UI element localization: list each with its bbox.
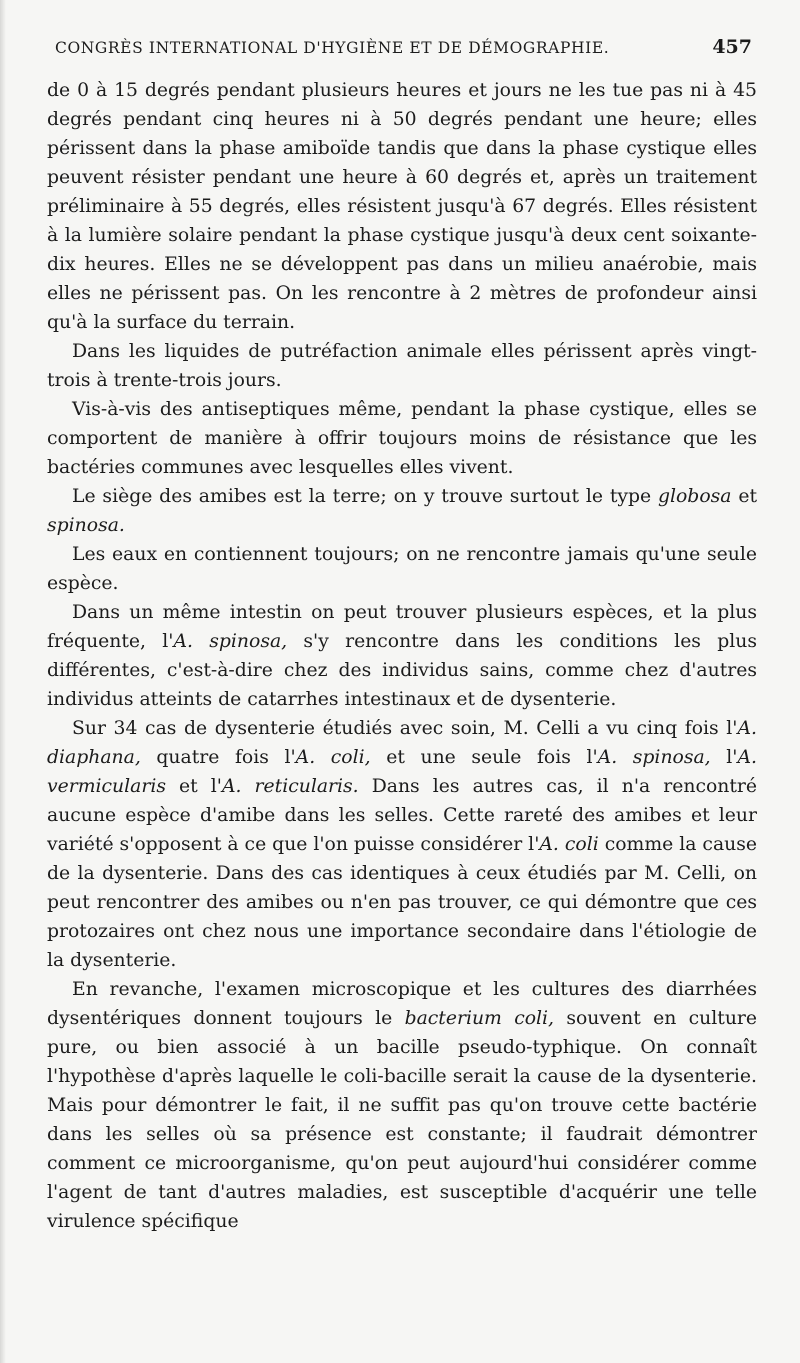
paragraph <box>47 598 757 714</box>
text-run: souvent en culture pure, ou bien associé à un bacille pseudo-typhique. On connaît l'hypothèse d'après laquelle le coli-bacille serait la cause de la dysenterie. Mais pour démontrer le fait, il ne suffit pas qu'on trouve cette bactérie dans les selles où sa présence est constante; il faudrait démontrer comment ce microorganisme, qu'on peut aujourd'hui considérer comme l'agent de tant d'autres maladies, est susceptible d'acquérir une telle virulence spécifique <box>47 1008 758 1232</box>
italic-text: globosa <box>657 486 732 507</box>
italic-text: bacterium coli, <box>404 1008 555 1029</box>
italic-text: A. reticularis. <box>221 776 359 797</box>
paragraph <box>47 482 757 540</box>
text-run: Dans un même intestin on peut trouver plusieurs espèces, et la plus fréquente, l' <box>47 602 757 652</box>
text-run: comme la cause de la dysenterie. Dans des cas identiques à ceux étudiés par M. Celli, on peut rencontrer des amibes ou n'en pas trouver, ce qui démontre que ces protozaires ont chez nous une importance secondaire dans l'étiologie de la dysenterie. <box>47 834 757 971</box>
text-run: l' <box>710 747 738 768</box>
text-run: Vis-à-vis des antiseptiques même, pendant la phase cystique, elles se comportent de manière à offrir toujours moins de résistance que les bactéries communes avec lesquelles elles vivent. <box>47 399 757 478</box>
page-number: 457 <box>712 36 752 58</box>
paragraph <box>47 337 757 395</box>
text-run: et <box>731 486 757 507</box>
text-run: Les eaux en contiennent toujours; on ne rencontre jamais qu'une seule espèce. <box>47 544 757 594</box>
text-run: de 0 à 15 degrés pendant plusieurs heures et jours ne les tue pas ni à 45 degrés pendant cinq heures ni à 50 degrés pendant une heure; elles périssent dans la phase amiboïde tandis que dans la phase cystique elles peuvent résister pendant une heure à 60 degrés et, après un traitement préliminaire à 55 degrés, elles résistent jusqu'à 67 degrés. Elles résistent à la lumière solaire pendant la phase cystique jusqu'à deux cent soixante-dix heures. Elles ne se développent pas dans un milieu anaérobie, mais elles ne périssent pas. On les rencontre à 2 mètres de profondeur ainsi qu'à la surface du terrain. <box>47 80 757 333</box>
page-edge-shadow <box>0 0 6 1363</box>
italic-text: A. spinosa, <box>597 747 711 768</box>
text-run: Sur 34 cas de dysenterie étudiés avec soin, M. Celli a vu cinq fois l' <box>72 718 738 739</box>
paragraph <box>47 395 757 482</box>
italic-text: A. coli <box>539 834 599 855</box>
running-title: CONGRÈS INTERNATIONAL D'HYGIÈNE ET DE DÉMOGRAPHIE. <box>55 39 610 57</box>
text-run: et l' <box>165 776 222 797</box>
body-text <box>47 76 757 1236</box>
paragraph <box>47 76 757 337</box>
paragraph <box>47 714 757 975</box>
text-run: En revanche, l'examen microscopique et les cultures des diarrhées dysentériques donnent toujours le <box>47 979 757 1029</box>
text-run: et une seule fois l' <box>370 747 598 768</box>
paragraph <box>47 975 757 1236</box>
paragraph <box>47 540 757 598</box>
text-run: Le siège des amibes est la terre; on y trouve surtout le type <box>72 486 658 507</box>
italic-text: A. coli, <box>295 747 371 768</box>
italic-text: A. vermicularis <box>47 747 757 797</box>
italic-text: A. spinosa, <box>173 631 288 652</box>
text-run: Dans les autres cas, il n'a rencontré aucune espèce d'amibe dans les selles. Cette rareté des amibes et leur variété s'opposent à ce que l'on puisse considérer l' <box>47 776 758 855</box>
italic-text: A. diaphana, <box>47 718 757 768</box>
text-run: s'y rencontre dans les conditions les plus différentes, c'est-à-dire chez des individus sains, comme chez d'autres individus atteints de catarrhes intestinaux et de dysenterie. <box>47 631 757 710</box>
text-run: Dans les liquides de putréfaction animale elles périssent après vingt-trois à trente-trois jours. <box>47 341 757 391</box>
running-head <box>55 36 752 62</box>
italic-text: spinosa. <box>47 515 125 536</box>
text-run: quatre fois l' <box>140 747 296 768</box>
